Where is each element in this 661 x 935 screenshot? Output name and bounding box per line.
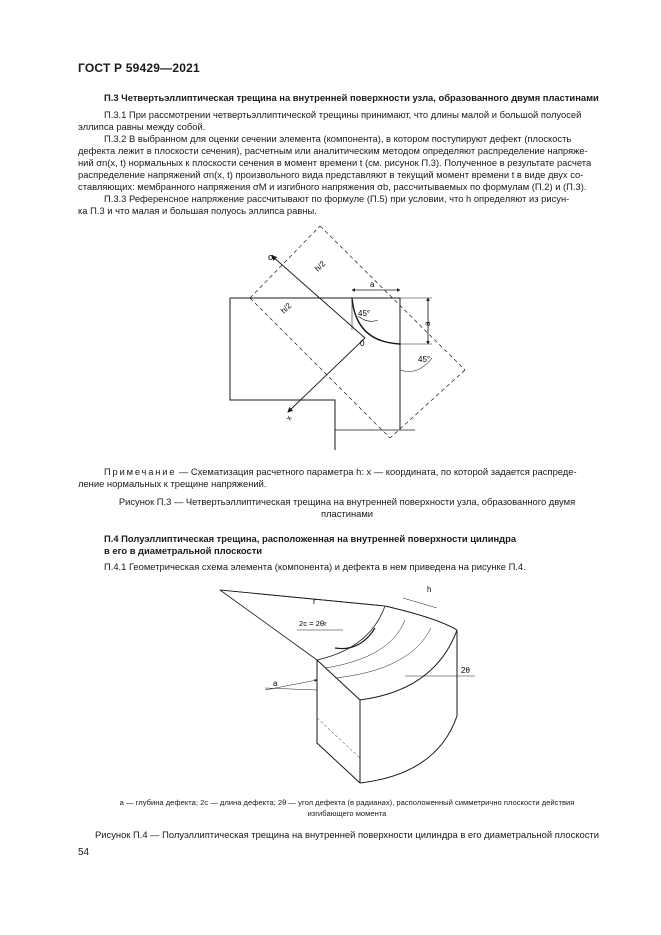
legend-p4-line1: a — глубина дефекта; 2c — длина дефекта; 2θ — угол дефекта (в радианах), расположенный симметрично плоскости действия — [119, 798, 575, 807]
para-p3-1-line2: эллипса равны между собой. — [78, 121, 206, 132]
label-x: x — [283, 414, 294, 422]
caption-p4: Рисунок П.4 — Полуэллиптическая трещина на внутренней поверхности цилиндра в его диаметральной плоскости — [95, 829, 599, 840]
para-p3-3-line1: П.3.3 Референсное напряжение рассчитывают по формуле (П.5) при условии, что h определяют из рисун- — [104, 193, 570, 204]
para-p3-1-line1: П.3.1 При рассмотрении четвертьэллиптической трещины принимают, что длины малой и большой полуосей — [104, 109, 582, 120]
caption-p3-line2: пластинами — [320, 508, 374, 519]
page-number: 54 — [78, 847, 90, 858]
figure-p4 — [205, 578, 495, 788]
para-p3-2-line4: распределение напряжений σn(x, t) произвольного вида представляют в текущий момент времени t в виде двух со- — [78, 169, 584, 180]
caption-p3-line1: Рисунок П.3 — Четвертьэллиптическая трещина на внутренней поверхности узла, образованного двумя — [118, 496, 576, 507]
label-2theta: 2θ — [461, 666, 470, 675]
para-p4-1: П.4.1 Геометрическая схема элемента (компонента) и дефекта в нем приведена на рисунке П.4. — [104, 561, 526, 572]
label-h: h — [427, 585, 432, 594]
section-p4-title-line1: П.4 Полуэллиптическая трещина, расположенная на внутренней поверхности цилиндра — [104, 533, 517, 544]
note-p3-line1 — [104, 466, 616, 478]
label-h-half-mid: h/2 — [279, 301, 294, 316]
note-p3-line2: ление нормальных к трещине напряжений. — [78, 478, 267, 489]
legend-p4-line2: изгибающего момента — [307, 809, 387, 818]
label-angle-inner: 45° — [358, 309, 371, 318]
label-angle-right: 45° — [418, 355, 431, 364]
label-2c: 2c = 2θr — [299, 619, 327, 628]
section-p3-title: П.3 Четвертьэллиптическая трещина на внутренней поверхности узла, образованного двумя пластинами — [104, 92, 599, 103]
para-p3-2-line3: ний σn(x, t) нормальных к плоскости сечения в момент времени t (см. рисунок П.3). Полученное в результате расчета — [78, 157, 592, 168]
label-a: a — [273, 679, 278, 688]
note-label: Примечание — [104, 466, 177, 477]
label-h-half-top: h/2 — [313, 259, 328, 274]
section-p4-title-line2: в его в диаметральной плоскости — [104, 545, 263, 556]
para-p3-2-line5: ставляющих: мембранного напряжения σM и изгибного напряжения σb, рассчитываемых по формулам (П.2) и (П.3). — [78, 181, 587, 192]
label-origin: 0 — [360, 339, 365, 348]
label-a-top: a — [370, 280, 375, 289]
note-text: — Схематизация расчетного параметра h: x — координата, по которой задается распреде- — [176, 466, 577, 477]
label-sigma: σ — [268, 252, 274, 262]
figure-p3 — [220, 220, 480, 460]
label-r: r — [313, 597, 316, 606]
label-a-right: a — [423, 321, 432, 326]
document-header: ГОСТ Р 59429—2021 — [78, 61, 200, 75]
para-p3-2-line1: П.3.2 В выбранном для оценки сечении элемента (компонента), в котором поступируют дефект (плоскость — [104, 133, 572, 144]
para-p3-2-line2: дефекта лежит в плоскости сечения), расчетным или аналитическим методом определяют распределение напряже- — [78, 145, 588, 156]
para-p3-3-line2: ка П.3 и что малая и большая полуось эллипса равны. — [78, 205, 317, 216]
